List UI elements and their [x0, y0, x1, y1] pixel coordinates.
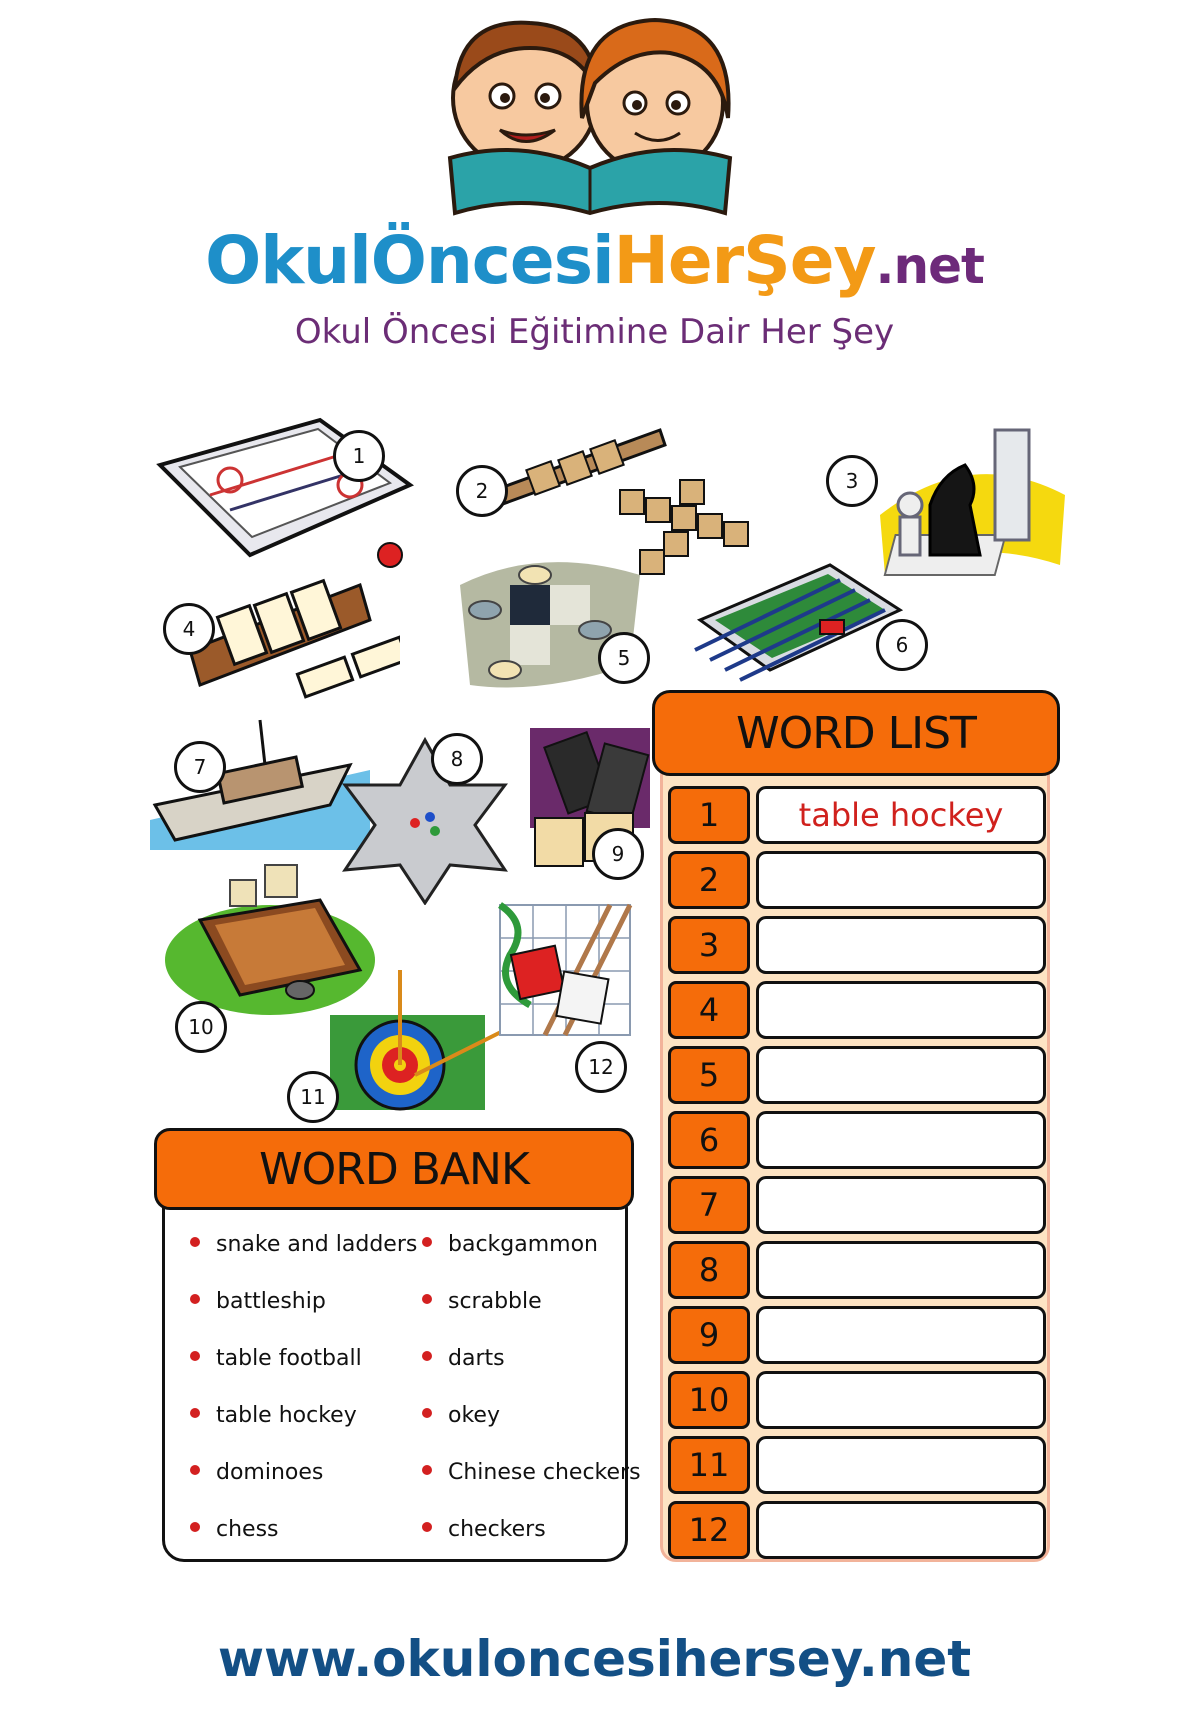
word-list-row: [668, 1046, 1046, 1104]
bullet-icon: [422, 1351, 432, 1361]
word-list-row: [668, 981, 1046, 1039]
word-bank-word: table hockey: [216, 1403, 357, 1428]
word-bank-item: [422, 1517, 546, 1542]
tagline: Okul Öncesi Eğitimine Dair Her Şey: [294, 312, 895, 352]
word-list-row: [668, 786, 1046, 844]
snakes-and-ladders-icon: [490, 895, 640, 1045]
word-bank-item: [190, 1346, 362, 1371]
word-bank-item: [422, 1289, 542, 1314]
answer-field[interactable]: [756, 1306, 1046, 1364]
word-list-row: [668, 916, 1046, 974]
bullet-icon: [422, 1465, 432, 1475]
picture-number-5: 5: [598, 632, 650, 684]
picture-number-3: 3: [826, 455, 878, 507]
row-number: 4: [668, 981, 750, 1039]
answer-field[interactable]: [756, 1436, 1046, 1494]
bullet-icon: [190, 1351, 200, 1361]
row-number: 8: [668, 1241, 750, 1299]
picture-number-10: 10: [175, 1001, 227, 1053]
word-bank-header: [154, 1128, 634, 1210]
row-number: 5: [668, 1046, 750, 1104]
row-number: 3: [668, 916, 750, 974]
bullet-icon: [190, 1237, 200, 1247]
word-bank-word: backgammon: [448, 1232, 598, 1257]
word-list-row: [668, 1111, 1046, 1169]
row-number: 9: [668, 1306, 750, 1364]
answer-field[interactable]: [756, 1501, 1046, 1559]
table-football-icon: [690, 560, 910, 690]
word-bank-word: scrabble: [448, 1289, 542, 1314]
answer-field[interactable]: [756, 851, 1046, 909]
footer-url[interactable]: www.okuloncesihersey.net: [217, 1630, 972, 1688]
picture-number-6: 6: [876, 619, 928, 671]
word-list-row: [668, 1371, 1046, 1429]
answer-field[interactable]: table hockey: [756, 786, 1046, 844]
picture-number-4: 4: [163, 603, 215, 655]
answer-field[interactable]: [756, 916, 1046, 974]
word-bank-item: [190, 1460, 323, 1485]
word-bank-word: chess: [216, 1517, 279, 1542]
word-bank-title: WORD BANK: [259, 1143, 529, 1195]
row-number: 11: [668, 1436, 750, 1494]
dartboard-icon: [325, 965, 515, 1115]
picture-number-12: 12: [575, 1041, 627, 1093]
word-bank-item: [422, 1346, 505, 1371]
air-hockey-table-icon: [150, 415, 420, 575]
answer-field[interactable]: [756, 1371, 1046, 1429]
word-bank-item: [422, 1460, 641, 1485]
word-bank-item: [190, 1232, 417, 1257]
row-number: 2: [668, 851, 750, 909]
brand-part-1: OkulÖncesi: [205, 222, 614, 299]
brand-name: [0, 222, 1189, 299]
picture-number-2: 2: [456, 465, 508, 517]
word-bank-word: battleship: [216, 1289, 326, 1314]
word-bank-word: Chinese checkers: [448, 1460, 641, 1485]
word-bank-item: [422, 1403, 500, 1428]
answer-field[interactable]: [756, 1046, 1046, 1104]
picture-number-9: 9: [592, 828, 644, 880]
brand-part-2: HerŞey: [613, 222, 876, 299]
word-bank-item: [422, 1232, 598, 1257]
word-list-row: [668, 851, 1046, 909]
bullet-icon: [190, 1408, 200, 1418]
row-number: 12: [668, 1501, 750, 1559]
row-number: 7: [668, 1176, 750, 1234]
bullet-icon: [190, 1465, 200, 1475]
picture-number-8: 8: [431, 733, 483, 785]
word-bank-word: dominoes: [216, 1460, 324, 1485]
bullet-icon: [190, 1294, 200, 1304]
picture-number-7: 7: [174, 741, 226, 793]
word-bank-item: [190, 1403, 357, 1428]
row-number: 1: [668, 786, 750, 844]
word-list-row: [668, 1306, 1046, 1364]
row-number: 6: [668, 1111, 750, 1169]
logo-kids-reading-illustration: [430, 8, 750, 218]
word-bank-word: checkers: [448, 1517, 546, 1542]
word-bank-word: table football: [216, 1346, 362, 1371]
bullet-icon: [422, 1237, 432, 1247]
word-bank-word: darts: [448, 1346, 505, 1371]
word-bank-word: okey: [448, 1403, 500, 1428]
word-list-header: [652, 690, 1060, 776]
bullet-icon: [422, 1408, 432, 1418]
bullet-icon: [422, 1294, 432, 1304]
picture-number-11: 11: [287, 1071, 339, 1123]
brand-part-3: .net: [875, 237, 984, 295]
answer-field[interactable]: [756, 1241, 1046, 1299]
word-bank-word: snake and ladders: [216, 1232, 418, 1257]
picture-number-1: 1: [333, 430, 385, 482]
word-list-row: [668, 1241, 1046, 1299]
bullet-icon: [422, 1522, 432, 1532]
word-list-title: WORD LIST: [736, 707, 976, 759]
bullet-icon: [190, 1522, 200, 1532]
word-list-row: [668, 1436, 1046, 1494]
word-bank-item: [190, 1289, 326, 1314]
word-list-row: [668, 1176, 1046, 1234]
answer-field[interactable]: [756, 981, 1046, 1039]
word-list-row: [668, 1501, 1046, 1559]
answer-field[interactable]: [756, 1176, 1046, 1234]
word-bank-item: [190, 1517, 279, 1542]
row-number: 10: [668, 1371, 750, 1429]
answer-field[interactable]: [756, 1111, 1046, 1169]
